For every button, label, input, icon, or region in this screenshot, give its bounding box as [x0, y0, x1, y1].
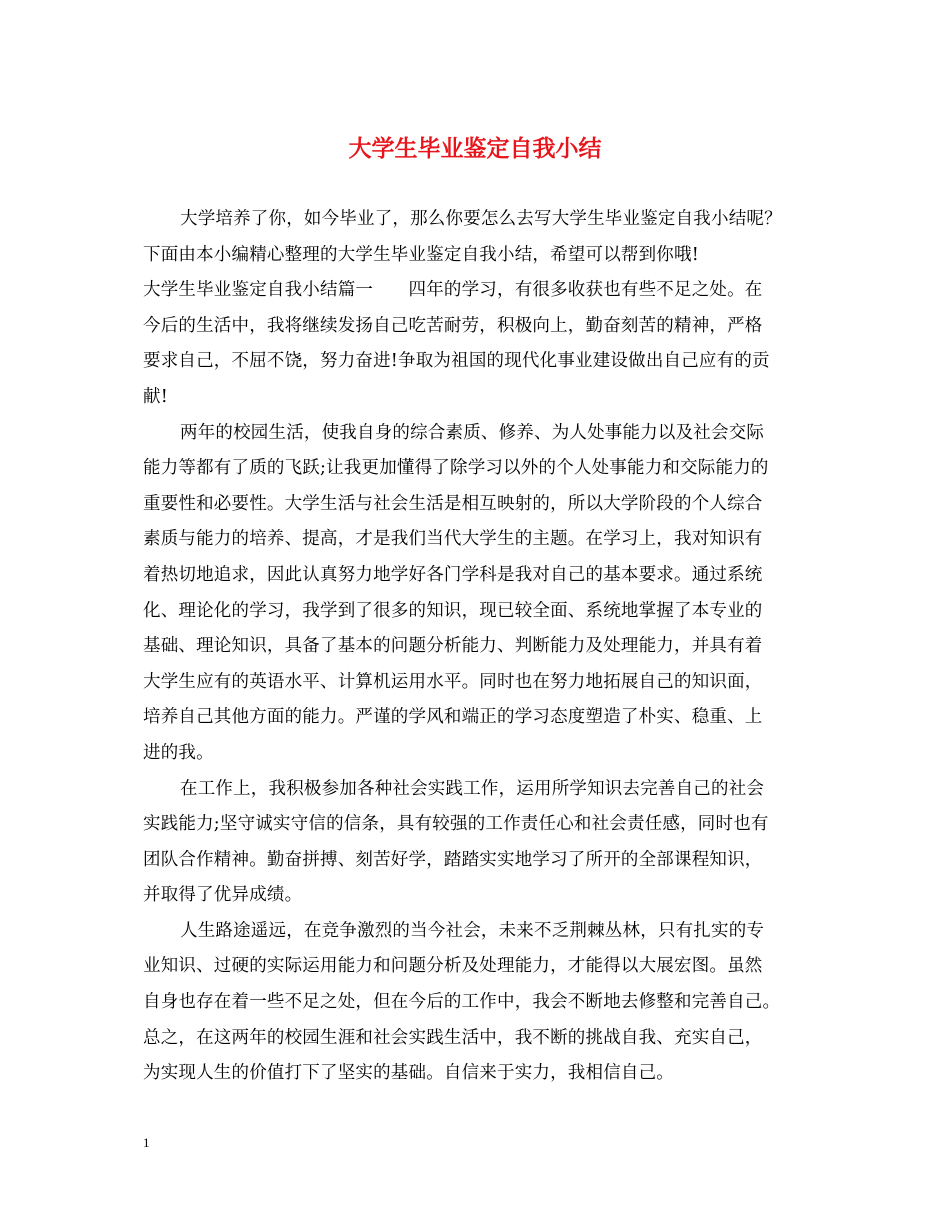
text-line: 献!: [143, 386, 168, 407]
document-title: 大学生毕业鉴定自我小结: [348, 135, 602, 162]
text-line: 实践能力;坚守诚实守信的信条，具有较强的工作责任心和社会责任感，同时也有: [143, 814, 769, 835]
text-line: 重要性和必要性。大学生活与社会生活是相互映射的，所以大学阶段的个人综合: [143, 493, 763, 514]
text-line: 大学生毕业鉴定自我小结篇一 四年的学习，有很多收获也有些不足之处。在: [143, 280, 763, 301]
text-line: 并取得了优异成绩。: [143, 885, 303, 906]
text-line: 要求自己，不屈不饶，努力奋进!争取为祖国的现代化事业建设做出自己应有的贡: [143, 351, 770, 372]
text-line: 大学生应有的英语水平、计算机运用水平。同时也在努力地拓展自己的知识面，: [143, 671, 763, 692]
text-line: 培养自己其他方面的能力。严谨的学风和端正的学习态度塑造了朴实、稳重、上: [143, 707, 763, 728]
text-line: 素质与能力的培养、提高，才是我们当代大学生的主题。在学习上，我对知识有: [143, 529, 763, 550]
text-line: 人生路途遥远，在竞争激烈的当今社会，未来不乏荆棘丛林，只有扎实的专: [180, 920, 765, 941]
text-line: 大学培养了你，如今毕业了，那么你要怎么去写大学生毕业鉴定自我小结呢？: [180, 209, 782, 229]
text-line: 化、理论化的学习，我学到了很多的知识，现已较全面、系统地掌握了本专业的: [143, 600, 763, 621]
text-line: 今后的生活中，我将继续发扬自己吃苦耐劳，积极向上，勤奋刻苦的精神，严格: [143, 315, 763, 336]
text-line: 着热切地追求，因此认真努力地学好各门学科是我对自己的基本要求。通过系统: [143, 564, 763, 585]
document-body: [143, 202, 823, 1092]
text-line: 进的我。: [143, 742, 214, 763]
text-line: 为实现人生的价值打下了坚实的基础。自信来于实力，我相信自己。: [143, 1063, 674, 1084]
text-line: 下面由本小编精心整理的大学生毕业鉴定自我小结，希望可以帮到你哦!: [143, 244, 699, 265]
text-line: 在工作上，我积极参加各种社会实践工作，运用所学知识去完善自己的社会: [180, 778, 765, 799]
text-line: 总之，在这两年的校园生涯和社会实践生活中，我不断的挑战自我、充实自己，: [143, 1027, 763, 1048]
text-line: 两年的校园生活，使我自身的综合素质、修养、为人处事能力以及社会交际: [180, 422, 765, 443]
text-line: 基础、理论知识，具备了基本的问题分析能力、判断能力及处理能力，并具有着: [143, 636, 763, 657]
page-number: 1: [143, 1135, 150, 1150]
text-line: 自身也存在着一些不足之处，但在今后的工作中，我会不断地去修整和完善自己。: [143, 992, 781, 1013]
text-line: 团队合作精神。勤奋拼搏、刻苦好学，踏踏实实地学习了所开的全部课程知识，: [143, 849, 763, 870]
text-line: 能力等都有了质的飞跃;让我更加懂得了除学习以外的个人处事能力和交际能力的: [143, 458, 769, 479]
text-line: 业知识、过硬的实际运用能力和问题分析及处理能力，才能得以大展宏图。虽然: [143, 956, 763, 977]
